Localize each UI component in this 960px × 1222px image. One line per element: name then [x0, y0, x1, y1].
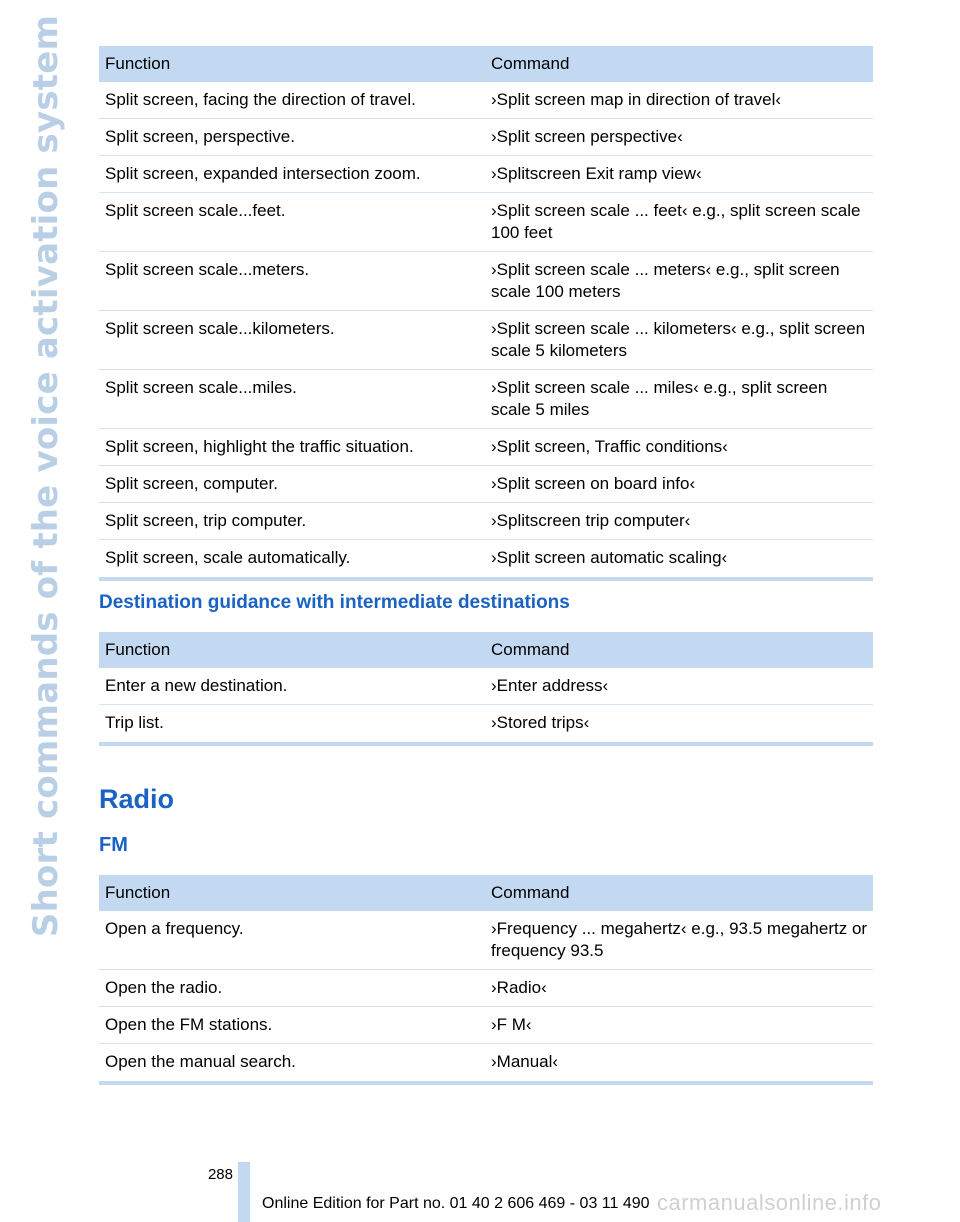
edition-note: Online Edition for Part no. 01 40 2 606 469 - 03 11 490 [262, 1195, 650, 1212]
command-cell: ›Manual‹ [491, 1052, 559, 1071]
table-row [99, 156, 873, 193]
function-cell: Open a frequency. [105, 919, 244, 938]
table-row [99, 82, 873, 119]
table-row [99, 1007, 873, 1044]
header-command: Command [491, 54, 570, 73]
table-row [99, 193, 873, 252]
command-cell: ›Enter address‹ [491, 676, 609, 695]
command-cell: ›Split screen perspective‹ [491, 127, 683, 146]
table-end-rule [99, 1081, 873, 1085]
command-cell: ›Split screen scale ... meters‹ e.g., split screen scale 100 meters [491, 260, 840, 301]
table-end-rule [99, 742, 873, 746]
side-section-title [22, 14, 70, 938]
command-cell: ›Splitscreen Exit ramp view‹ [491, 164, 702, 183]
table-row [99, 668, 873, 705]
table-row [99, 311, 873, 370]
table-row [99, 370, 873, 429]
table-row [99, 429, 873, 466]
destination-guidance-heading: Destination guidance with intermediate destinations [99, 592, 570, 613]
function-cell: Open the radio. [105, 978, 223, 997]
function-cell: Open the FM stations. [105, 1015, 273, 1034]
function-cell: Split screen scale...meters. [105, 260, 310, 279]
table-header [99, 46, 873, 82]
command-cell: ›Radio‹ [491, 978, 547, 997]
table-row [99, 119, 873, 156]
command-cell: ›F M‹ [491, 1015, 532, 1034]
page-number: 288 [207, 1166, 233, 1183]
command-cell: ›Stored trips‹ [491, 713, 590, 732]
destination-commands-table [99, 632, 873, 746]
split-screen-commands-table [99, 46, 873, 581]
function-cell: Split screen, expanded intersection zoom. [105, 164, 421, 183]
function-cell: Split screen scale...kilometers. [105, 319, 335, 338]
fm-heading: FM [99, 834, 128, 856]
table-header [99, 875, 873, 911]
header-function: Function [105, 54, 171, 73]
command-cell: ›Split screen on board info‹ [491, 474, 696, 493]
function-cell: Split screen, facing the direction of travel. [105, 90, 416, 109]
fm-commands-table [99, 875, 873, 1085]
table-row [99, 911, 873, 970]
table-row [99, 503, 873, 540]
command-cell: ›Splitscreen trip computer‹ [491, 511, 691, 530]
function-cell: Split screen, perspective. [105, 127, 295, 146]
function-cell: Split screen scale...feet. [105, 201, 286, 220]
command-cell: ›Split screen, Traffic conditions‹ [491, 437, 728, 456]
function-cell: Split screen, computer. [105, 474, 278, 493]
function-cell: Trip list. [105, 713, 164, 732]
command-cell: ›Split screen map in direction of travel‹ [491, 90, 782, 109]
table-row [99, 705, 873, 741]
header-command: Command [491, 883, 570, 902]
function-cell: Split screen, scale automatically. [105, 548, 351, 567]
function-cell: Split screen scale...miles. [105, 378, 297, 397]
footer-accent-bar [238, 1162, 250, 1222]
table-end-rule [99, 577, 873, 581]
function-cell: Open the manual search. [105, 1052, 296, 1071]
table-row [99, 540, 873, 576]
table-header [99, 632, 873, 668]
table-row [99, 970, 873, 1007]
command-cell: ›Frequency ... megahertz‹ e.g., 93.5 megahertz or frequency 93.5 [491, 919, 868, 960]
header-function: Function [105, 883, 171, 902]
table-row [99, 1044, 873, 1080]
table-row [99, 252, 873, 311]
function-cell: Split screen, highlight the traffic situation. [105, 437, 414, 456]
watermark: carmanualsonline.info [657, 1190, 882, 1215]
function-cell: Enter a new destination. [105, 676, 288, 695]
radio-heading: Radio [99, 784, 175, 814]
command-cell: ›Split screen automatic scaling‹ [491, 548, 728, 567]
header-function: Function [105, 640, 171, 659]
table-row [99, 466, 873, 503]
header-command: Command [491, 640, 570, 659]
command-cell: ›Split screen scale ... miles‹ e.g., split screen scale 5 miles [491, 378, 828, 419]
side-section-title-text: Short commands of the voice activation system [26, 14, 67, 938]
command-cell: ›Split screen scale ... kilometers‹ e.g., split screen scale 5 kilometers [491, 319, 866, 360]
function-cell: Split screen, trip computer. [105, 511, 307, 530]
command-cell: ›Split screen scale ... feet‹ e.g., split screen scale 100 feet [491, 201, 861, 242]
